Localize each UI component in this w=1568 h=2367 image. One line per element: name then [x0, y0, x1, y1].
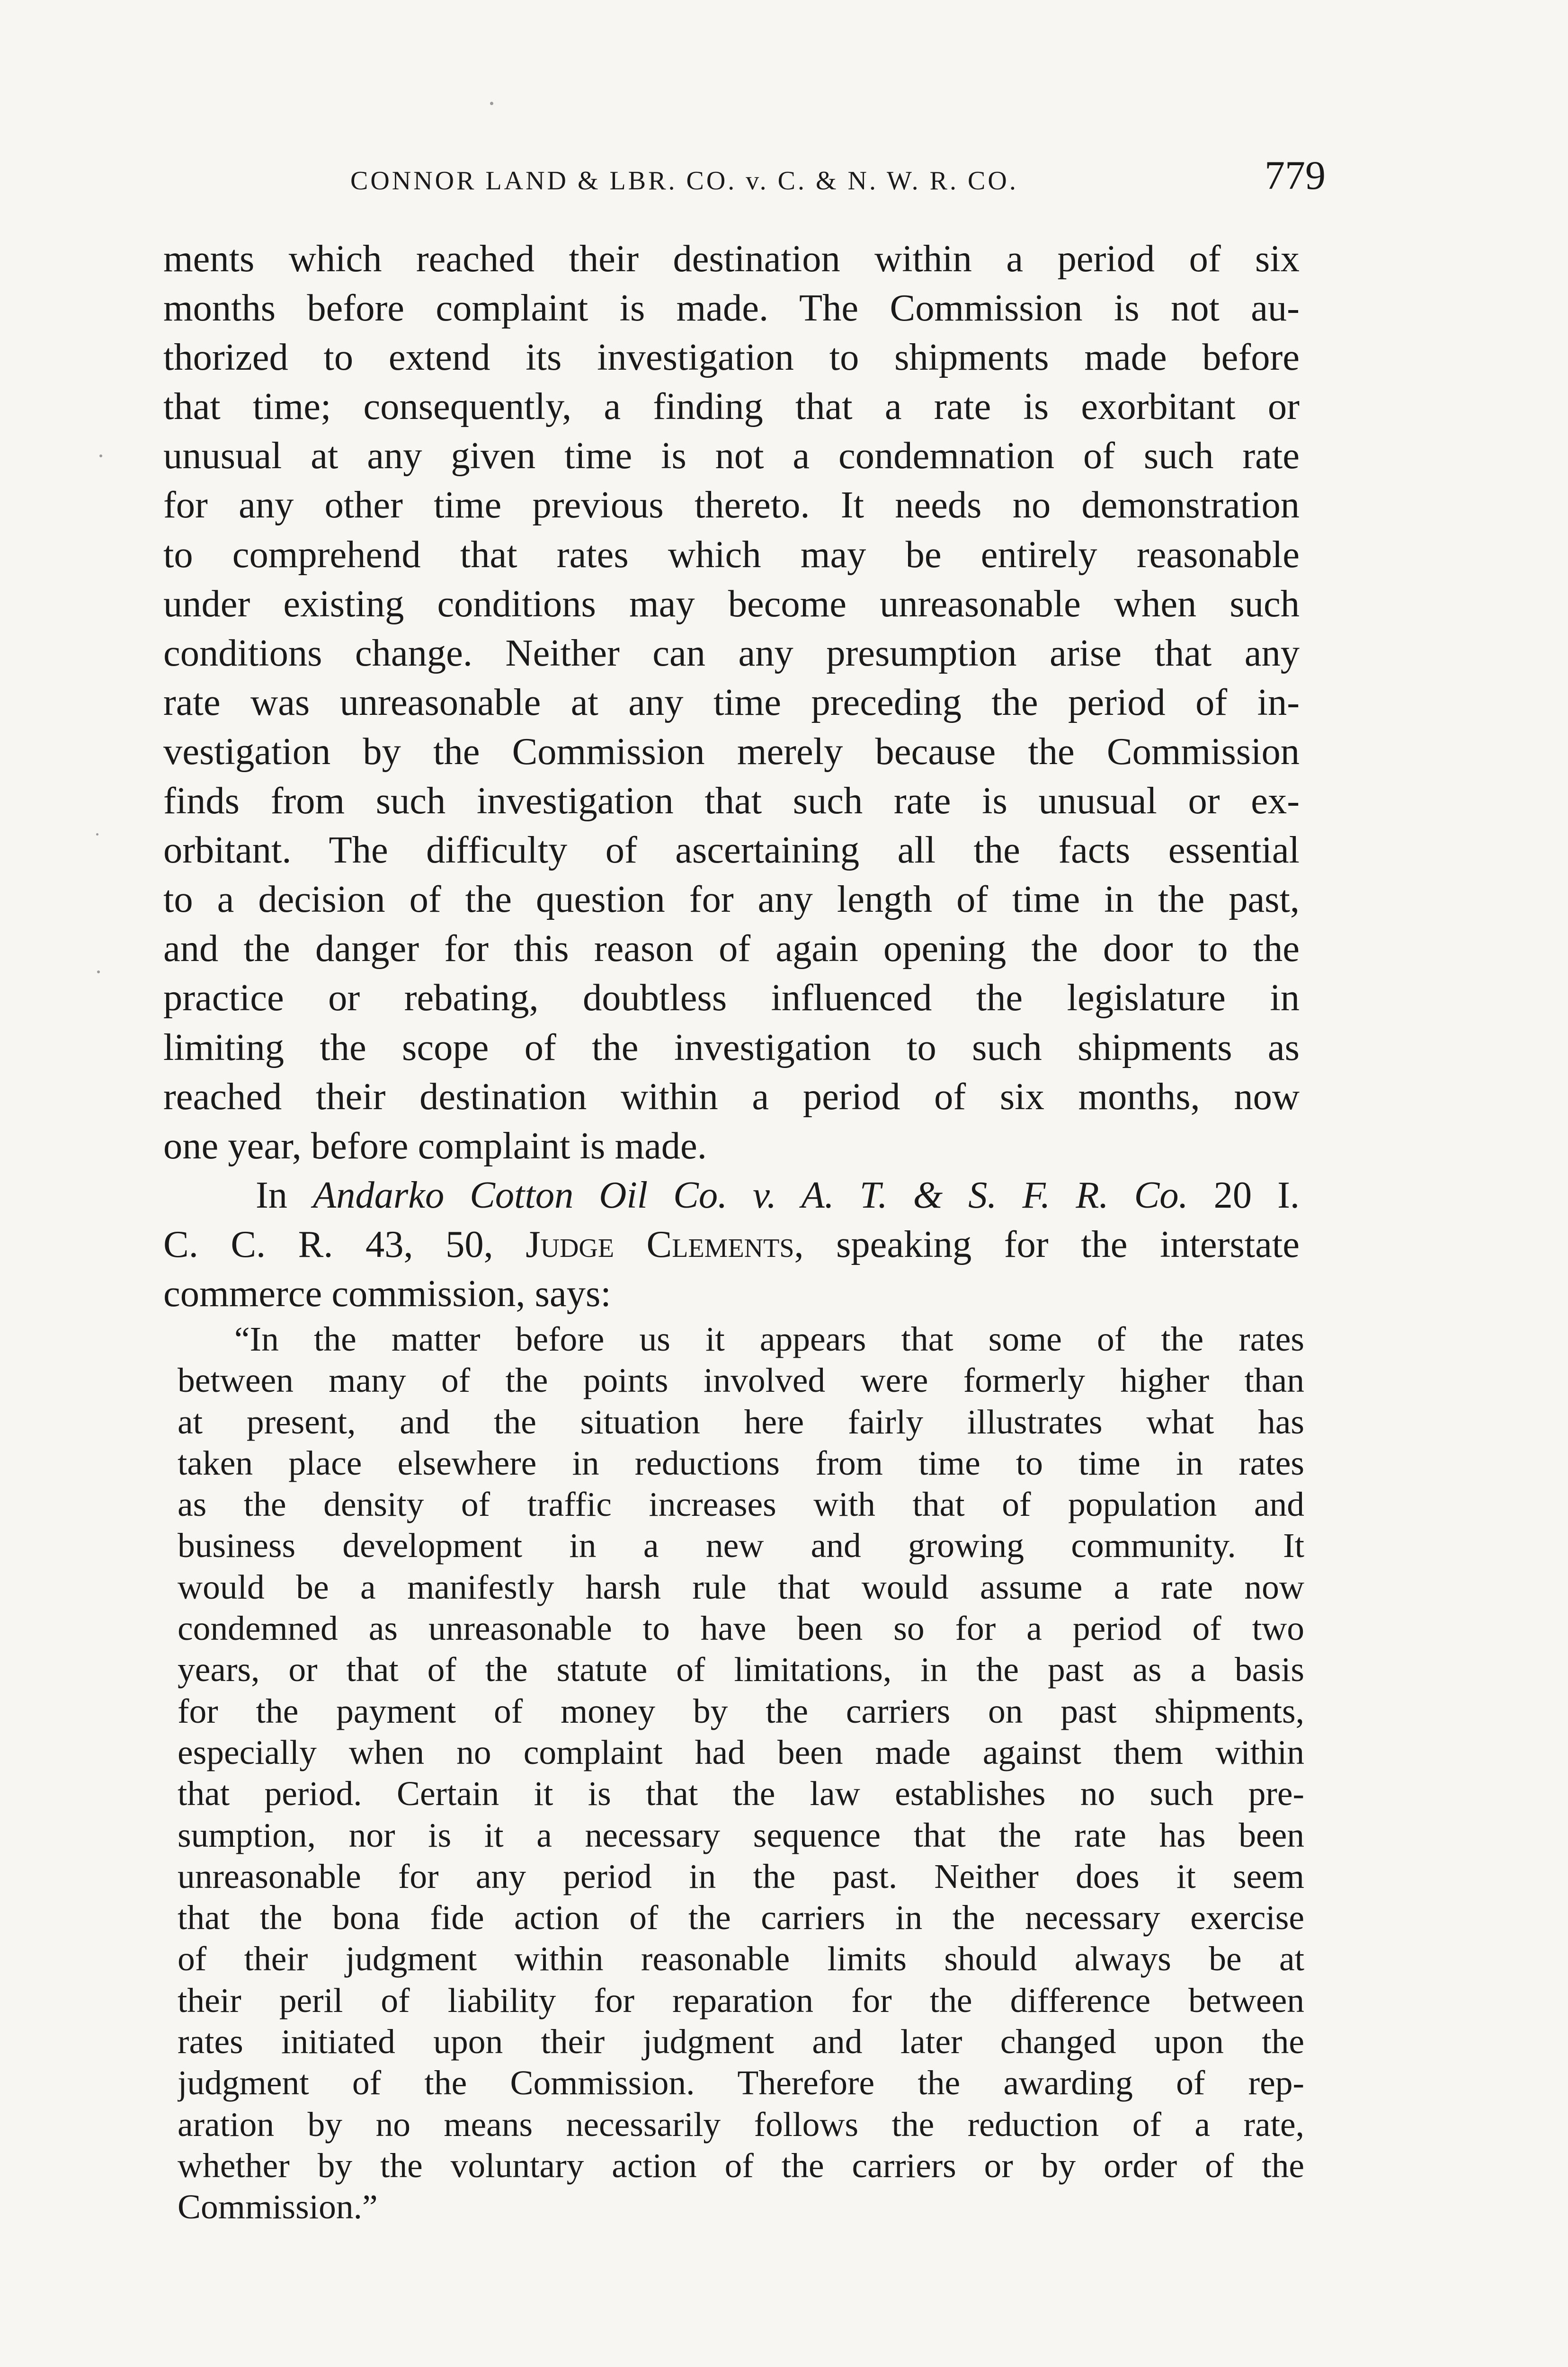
- quote-line: aration by no means necessarily follows the reduction of a rate,: [178, 2105, 1304, 2144]
- scan-speck: [490, 102, 493, 105]
- quote-line: unreasonable for any period in the past. Neither does it seem: [178, 1857, 1304, 1895]
- body-line: ments which reached their destination within a period of six: [163, 238, 1300, 280]
- scan-speck: [97, 970, 100, 973]
- page-header: [350, 151, 1326, 204]
- quote-line: would be a manifestly harsh rule that would assume a rate now: [178, 1567, 1304, 1606]
- quote-line: condemned as unreasonable to have been so for a period of two: [178, 1609, 1304, 1648]
- body-text: [163, 234, 1300, 1318]
- body-line: to a decision of the question for any length of time in the past,: [163, 878, 1300, 921]
- body-line: that time; consequently, a finding that a rate is exorbitant or: [163, 385, 1300, 428]
- quote-line: whether by the voluntary action of the carriers or by order of the: [178, 2146, 1304, 2185]
- running-head: CONNOR LAND & LBR. CO. v. C. & N. W. R. CO.: [350, 166, 1018, 196]
- quote-line: Commission.”: [178, 2188, 378, 2226]
- quote-line: their peril of liability for reparation for the difference between: [178, 1981, 1304, 2020]
- quote-line: at present, and the situation here fairly illustrates what has: [178, 1402, 1304, 1441]
- body-line: for any other time previous thereto. It needs no demonstration: [163, 484, 1300, 526]
- quote-line: judgment of the Commission. Therefore the awarding of rep-: [178, 2064, 1304, 2102]
- citation-volume: 20 I.: [1213, 1174, 1300, 1216]
- body-line: finds from such investigation that such rate is unusual or ex-: [163, 780, 1300, 822]
- body-line: vestigation by the Commission merely because the Commission: [163, 730, 1300, 773]
- quote-line: rates initiated upon their judgment and later changed upon the: [178, 2022, 1304, 2061]
- block-quote: [178, 1318, 1304, 2228]
- body-line: to comprehend that rates which may be entirely reasonable: [163, 533, 1300, 576]
- page-number: 779: [1265, 152, 1326, 198]
- scan-speck: [96, 833, 98, 836]
- body-line: one year, before complaint is made.: [163, 1124, 707, 1167]
- scan-speck: [99, 454, 102, 457]
- citation-continuation: speaking for the interstate: [836, 1223, 1300, 1265]
- quote-line: sumption, nor is it a necessary sequence that the rate has been: [178, 1815, 1304, 1854]
- body-line: rate was unreasonable at any time preceding the period of in-: [163, 681, 1300, 723]
- body-line: conditions change. Neither can any presumption arise that any: [163, 632, 1300, 674]
- quote-line: “In the matter before us it appears that some of the rates: [234, 1320, 1304, 1358]
- body-line: and the danger for this reason of again opening the door to the: [163, 927, 1300, 970]
- quote-line: that period. Certain it is that the law establishes no such pre-: [178, 1774, 1304, 1813]
- body-line: months before complaint is made. The Commission is not au-: [163, 287, 1300, 329]
- citation-line-2: [163, 1220, 1300, 1269]
- citation-line-1: [163, 1171, 1300, 1220]
- quote-line: taken place elsewhere in reductions from time to time in rates: [178, 1443, 1304, 1482]
- quote-line: of their judgment within reasonable limits should always be at: [178, 1940, 1304, 1978]
- case-name: Andarko Cotton Oil Co. v. A. T. & S. F. R. Co.: [313, 1174, 1188, 1216]
- quote-line: years, or that of the statute of limitations, in the past as a basis: [178, 1650, 1304, 1689]
- body-line: practice or rebating, doubtless influenced the legislature in: [163, 977, 1300, 1019]
- citation-reporter: C. C. R. 43, 50,: [163, 1223, 493, 1265]
- quote-line: between many of the points involved were formerly higher than: [178, 1361, 1304, 1400]
- body-line: reached their destination within a period of six months, now: [163, 1075, 1300, 1118]
- citation-lead-in: In: [256, 1174, 288, 1216]
- quote-line: that the bona fide action of the carriers in the necessary exercise: [178, 1898, 1304, 1937]
- body-line: under existing conditions may become unreasonable when such: [163, 582, 1300, 625]
- quote-line: as the density of traffic increases with that of population and: [178, 1485, 1304, 1524]
- body-line: thorized to extend its investigation to shipments made before: [163, 336, 1300, 379]
- citation-line-3: commerce commission, says:: [163, 1272, 611, 1315]
- body-line: unusual at any given time is not a condemnation of such rate: [163, 435, 1300, 477]
- quote-line: for the payment of money by the carriers on past shipments,: [178, 1691, 1304, 1730]
- quote-line: business development in a new and growing community. It: [178, 1526, 1304, 1565]
- judge-name: Judge Clements,: [526, 1223, 804, 1265]
- body-line: orbitant. The difficulty of ascertaining all the facts essential: [163, 829, 1300, 872]
- body-line: limiting the scope of the investigation to such shipments as: [163, 1026, 1300, 1068]
- quote-line: especially when no complaint had been made against them within: [178, 1733, 1304, 1771]
